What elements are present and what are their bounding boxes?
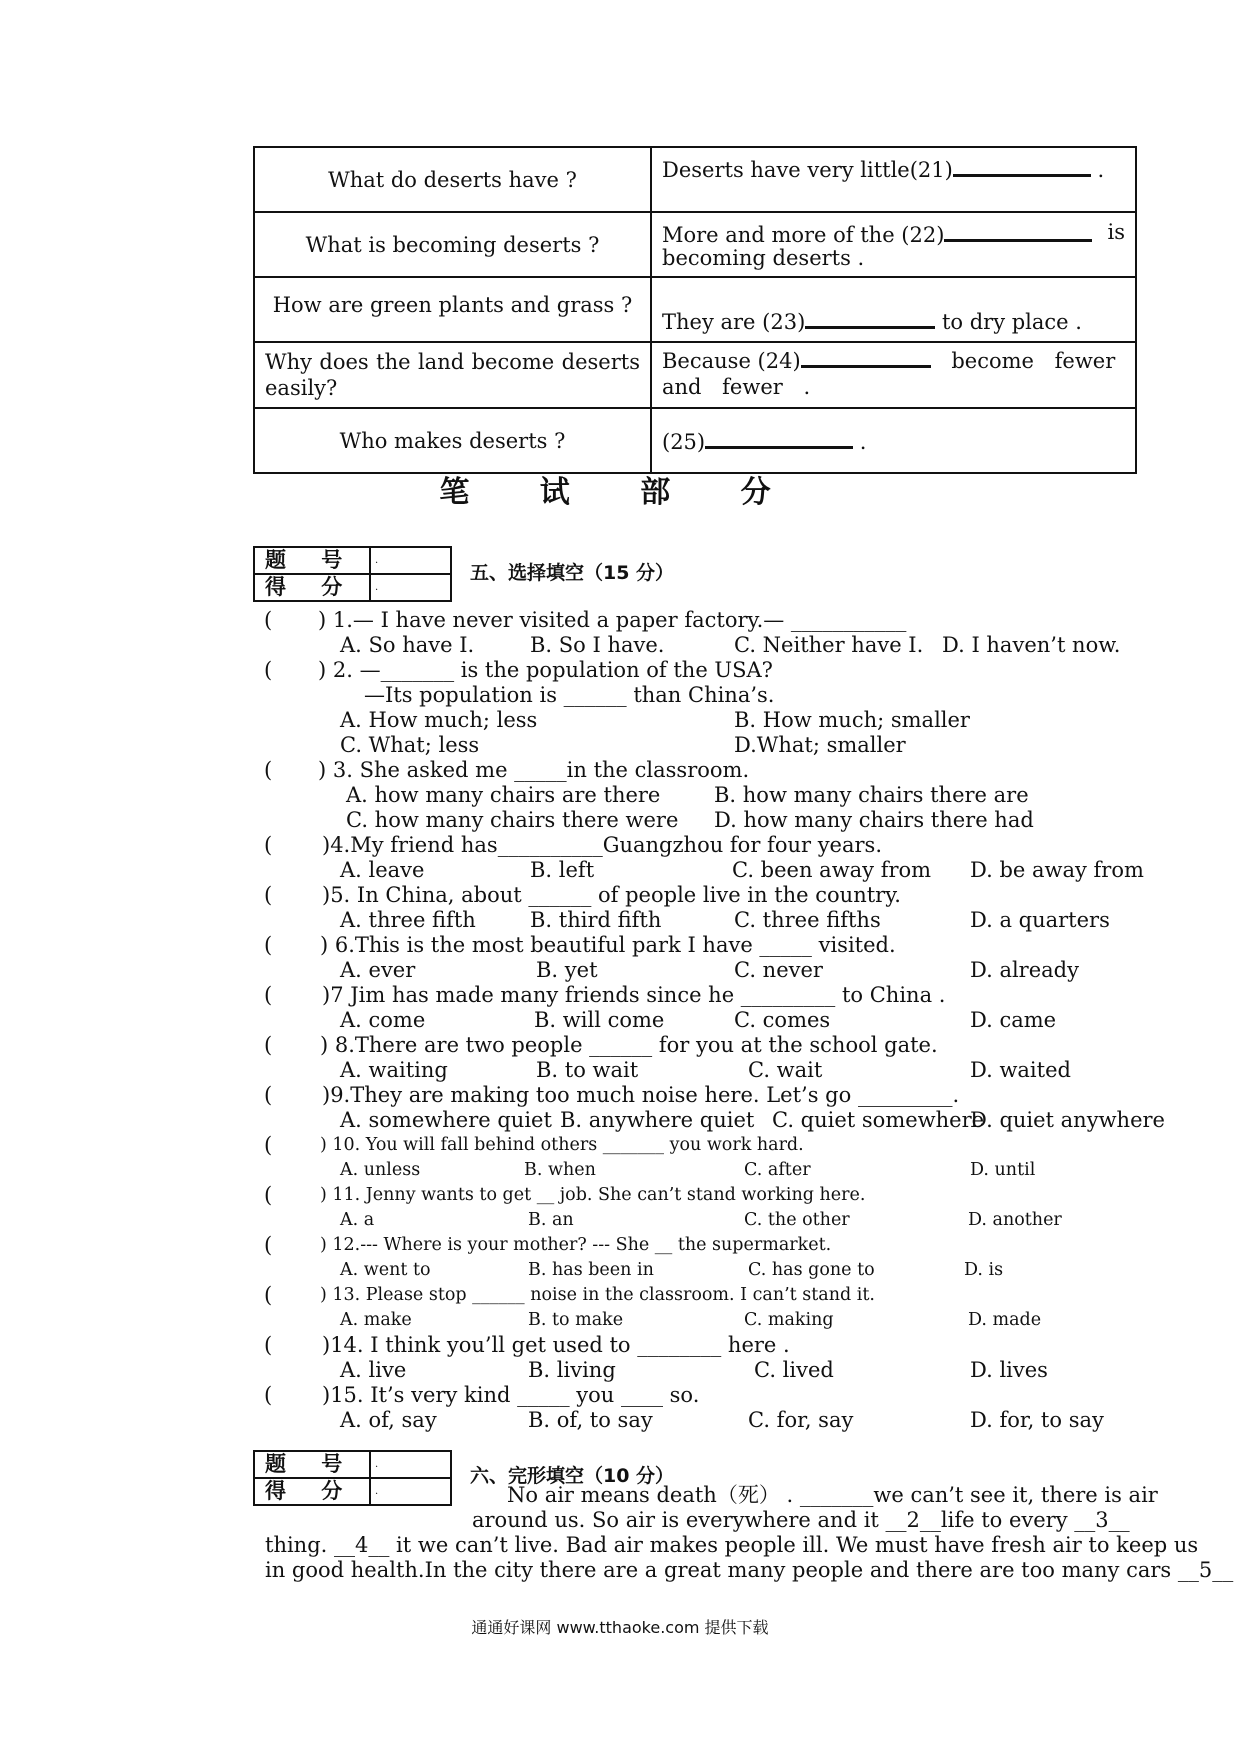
option-d[interactable]: D. a quarters bbox=[970, 908, 1110, 932]
option-c[interactable]: C. for, say bbox=[748, 1408, 854, 1432]
option-a[interactable]: A. of, say bbox=[340, 1408, 437, 1432]
answer-blank[interactable] bbox=[953, 154, 1091, 177]
question-line bbox=[258, 983, 1178, 1008]
question-line bbox=[258, 1383, 1178, 1408]
option-c[interactable]: C. lived bbox=[754, 1358, 834, 1382]
question-text: ) 1.— I have never visited a paper factory.— ___________ bbox=[318, 608, 907, 632]
question-text: ) 6.This is the most beautiful park I have _____ visited. bbox=[320, 933, 896, 957]
answer-paren[interactable]: ( bbox=[264, 1183, 273, 1207]
question-text: )9.They are making too much noise here. Let’s go _________. bbox=[322, 1083, 960, 1107]
option-a[interactable]: A. somewhere quiet bbox=[340, 1108, 552, 1132]
option-b[interactable]: B. when bbox=[524, 1160, 596, 1180]
question-line bbox=[258, 1333, 1178, 1358]
score-label: 得 分 bbox=[254, 574, 370, 601]
option-a[interactable]: A. How much; less bbox=[340, 708, 538, 732]
cloze-text: around us. So air is everywhere and it __2__life to every __3__ bbox=[472, 1508, 1130, 1532]
cloze-line bbox=[265, 1483, 1165, 1508]
option-a[interactable]: A. a bbox=[340, 1210, 375, 1230]
option-a[interactable]: A. unless bbox=[340, 1160, 421, 1180]
options-line bbox=[258, 1358, 1178, 1383]
option-b[interactable]: B. yet bbox=[536, 958, 598, 982]
table-question: How are green plants and grass ? bbox=[254, 277, 651, 342]
score-box bbox=[253, 546, 452, 602]
table-answer bbox=[651, 408, 1136, 473]
option-b[interactable]: B. anywhere quiet bbox=[560, 1108, 755, 1132]
cloze-text: thing. __4__ it we can’t live. Bad air makes people ill. We must have fresh air to keep us bbox=[265, 1533, 1199, 1557]
option-b[interactable]: B. has been in bbox=[528, 1260, 654, 1280]
question-text: )15. It’s very kind _____ you ____ so. bbox=[322, 1383, 700, 1407]
options-line bbox=[258, 1108, 1178, 1133]
options-line bbox=[258, 808, 1178, 833]
option-c[interactable]: C. has gone to bbox=[748, 1260, 875, 1280]
option-c[interactable]: C. wait bbox=[748, 1058, 823, 1082]
answer-paren[interactable]: ( bbox=[264, 1333, 273, 1357]
answer-paren[interactable]: ( bbox=[264, 1283, 273, 1307]
answer-text: Deserts have very little(21) bbox=[662, 158, 953, 182]
option-c[interactable]: C. been away from bbox=[732, 858, 932, 882]
option-c[interactable]: C. comes bbox=[734, 1008, 831, 1032]
question-line bbox=[258, 833, 1178, 858]
answer-paren[interactable]: ( bbox=[264, 983, 273, 1007]
option-d[interactable]: D. lives bbox=[970, 1358, 1048, 1382]
answer-text: More and more of the (22) bbox=[662, 222, 945, 247]
answer-paren[interactable]: ( bbox=[264, 608, 273, 632]
answer-paren[interactable]: ( bbox=[264, 758, 273, 782]
option-a[interactable]: A. live bbox=[340, 1358, 407, 1382]
option-d[interactable]: D. how many chairs there had bbox=[714, 808, 1034, 832]
option-d[interactable]: D. made bbox=[968, 1310, 1042, 1330]
question-number-label: 题 号 bbox=[254, 547, 370, 574]
options-line bbox=[258, 1308, 1178, 1333]
table-answer bbox=[651, 147, 1136, 212]
answer-paren[interactable]: ( bbox=[264, 883, 273, 907]
option-d[interactable]: D. quiet anywhere bbox=[970, 1108, 1165, 1132]
option-a[interactable]: A. come bbox=[340, 1008, 426, 1032]
table-question: Why does the land become deserts easily? bbox=[254, 342, 651, 408]
cloze-line bbox=[265, 1533, 1199, 1558]
cloze-passage bbox=[265, 1483, 1234, 1583]
options-line bbox=[258, 708, 1178, 733]
option-d[interactable]: D. came bbox=[970, 1008, 1057, 1032]
option-d[interactable]: D. already bbox=[970, 958, 1079, 982]
answer-blank[interactable] bbox=[705, 426, 853, 449]
answer-text-line2: becoming deserts . bbox=[662, 245, 865, 270]
score-cell[interactable]: . bbox=[370, 574, 451, 601]
answer-blank[interactable] bbox=[801, 345, 931, 368]
question-line bbox=[258, 1233, 1178, 1258]
option-a[interactable]: A. make bbox=[340, 1310, 412, 1330]
answer-paren[interactable]: ( bbox=[264, 1233, 273, 1257]
answer-paren[interactable]: ( bbox=[264, 658, 273, 682]
option-c[interactable]: C. three fifths bbox=[734, 908, 881, 932]
cloze-line bbox=[265, 1508, 1165, 1533]
answer-paren[interactable]: ( bbox=[264, 833, 273, 857]
options-line bbox=[258, 1258, 1178, 1283]
answer-paren[interactable]: ( bbox=[264, 1083, 273, 1107]
question-line bbox=[258, 1133, 1178, 1158]
score-label: 得 分 bbox=[254, 1478, 370, 1505]
options-line bbox=[258, 733, 1178, 758]
score-cell[interactable]: . bbox=[370, 1451, 451, 1478]
question-subline bbox=[258, 683, 1178, 708]
option-a[interactable]: A. So have I. bbox=[340, 633, 475, 657]
option-a[interactable]: A. how many chairs are there bbox=[346, 783, 661, 807]
answer-paren[interactable]: ( bbox=[264, 933, 273, 957]
options-line bbox=[258, 633, 1178, 658]
table-question: What is becoming deserts ? bbox=[254, 212, 651, 277]
options-line bbox=[258, 1158, 1178, 1183]
answer-blank[interactable] bbox=[944, 219, 1092, 242]
score-cell[interactable]: . bbox=[370, 1478, 451, 1505]
table-answer bbox=[651, 212, 1136, 277]
page-footer: 通通好课网 www.tthaoke.com 提供下载 bbox=[471, 1618, 769, 1637]
option-b[interactable]: B. So I have. bbox=[530, 633, 665, 657]
options-line bbox=[258, 1208, 1178, 1233]
options-line bbox=[258, 1408, 1178, 1433]
option-d[interactable]: D. until bbox=[970, 1160, 1036, 1180]
options-line bbox=[258, 1058, 1178, 1083]
question-text: ) 12.--- Where is your mother? --- She __ the supermarket. bbox=[320, 1235, 832, 1255]
option-c[interactable]: C. how many chairs there were bbox=[346, 808, 679, 832]
answer-tail: . bbox=[1090, 158, 1105, 182]
option-b[interactable]: B. third fifth bbox=[530, 908, 662, 932]
question-text: ) 2. —_______ is the population of the USA? bbox=[318, 658, 773, 682]
question-list bbox=[258, 608, 1178, 1433]
option-c[interactable]: C. What; less bbox=[340, 733, 480, 757]
question-line bbox=[258, 1083, 1178, 1108]
desert-table bbox=[253, 146, 1137, 474]
question-number-label: 题 号 bbox=[254, 1451, 370, 1478]
question-text: ) 10. You will fall behind others _______ you work hard. bbox=[320, 1135, 804, 1155]
question-line bbox=[258, 658, 1178, 683]
question-line bbox=[258, 758, 1178, 783]
question-text: ) 8.There are two people ______ for you at the school gate. bbox=[320, 1033, 938, 1057]
option-c[interactable]: C. never bbox=[734, 958, 823, 982]
written-section-title: 笔 试 部 分 bbox=[439, 475, 801, 510]
option-a[interactable]: A. three fifth bbox=[340, 908, 476, 932]
table-answer bbox=[651, 342, 1136, 408]
score-cell[interactable]: . bbox=[370, 547, 451, 574]
question-text: )7 Jim has made many friends since he _________ to China . bbox=[322, 983, 946, 1007]
options-line bbox=[258, 1008, 1178, 1033]
answer-text: Because (24) bbox=[662, 349, 801, 373]
option-d[interactable]: D. another bbox=[968, 1210, 1062, 1230]
option-c[interactable]: C. after bbox=[744, 1160, 811, 1180]
answer-text: (25) bbox=[662, 430, 706, 454]
answer-paren[interactable]: ( bbox=[264, 1033, 273, 1057]
table-question: Who makes deserts ? bbox=[254, 408, 651, 473]
answer-text: They are (23) bbox=[662, 310, 806, 334]
table-question: What do deserts have ? bbox=[254, 147, 651, 212]
option-d[interactable]: D. for, to say bbox=[970, 1408, 1104, 1432]
option-d[interactable]: D. waited bbox=[970, 1058, 1071, 1082]
cloze-text: in good health.In the city there are a great many people and there are too many cars __5__ bbox=[265, 1558, 1234, 1582]
option-d[interactable]: D. I haven’t now. bbox=[942, 633, 1121, 657]
question-text: ) 3. She asked me _____in the classroom. bbox=[318, 758, 750, 782]
question-text: )4.My friend has__________Guangzhou for four years. bbox=[322, 833, 882, 857]
option-b[interactable]: B. will come bbox=[534, 1008, 665, 1032]
question-text: )5. In China, about ______ of people live in the country. bbox=[322, 883, 901, 907]
answer-tail: become fewer and fewer . bbox=[662, 349, 1116, 399]
option-a[interactable]: A. went to bbox=[340, 1260, 431, 1280]
answer-tail: . bbox=[853, 430, 867, 454]
section6-title: 六、完形填空（10 分） bbox=[470, 1465, 675, 1487]
question-text: ) 11. Jenny wants to get __ job. She can’t stand working here. bbox=[320, 1185, 866, 1205]
options-line bbox=[258, 783, 1178, 808]
option-c[interactable]: C. Neither have I. bbox=[734, 633, 924, 657]
answer-blank[interactable] bbox=[805, 306, 935, 329]
options-line bbox=[258, 908, 1178, 933]
option-b[interactable]: B. of, to say bbox=[528, 1408, 653, 1432]
option-d[interactable]: D.What; smaller bbox=[734, 733, 906, 757]
answer-paren[interactable]: ( bbox=[264, 1133, 273, 1157]
question-line bbox=[258, 933, 1178, 958]
section5-title: 五、选择填空（15 分） bbox=[470, 562, 675, 584]
cloze-text: No air means death（死） . _______we can’t see it, there is air bbox=[507, 1483, 1158, 1507]
option-d[interactable]: D. is bbox=[964, 1260, 1004, 1280]
question-line bbox=[258, 883, 1178, 908]
options-line bbox=[258, 958, 1178, 983]
option-a[interactable]: A. waiting bbox=[340, 1058, 448, 1082]
option-a[interactable]: A. ever bbox=[340, 958, 416, 982]
question-subtext: —Its population is ______ than China’s. bbox=[364, 683, 775, 707]
option-b[interactable]: B. to wait bbox=[536, 1058, 639, 1082]
option-d[interactable]: D. be away from bbox=[970, 858, 1144, 882]
answer-tail: to dry place . bbox=[935, 310, 1082, 334]
option-a[interactable]: A. leave bbox=[340, 858, 425, 882]
option-b[interactable]: B. How much; smaller bbox=[734, 708, 970, 732]
question-text: )14. I think you’ll get used to ________ here . bbox=[322, 1333, 790, 1357]
question-line bbox=[258, 1183, 1178, 1208]
answer-tail: is bbox=[1107, 219, 1125, 244]
option-b[interactable]: B. living bbox=[528, 1358, 616, 1382]
option-b[interactable]: B. to make bbox=[528, 1310, 624, 1330]
table-answer bbox=[651, 277, 1136, 342]
option-b[interactable]: B. how many chairs there are bbox=[714, 783, 1029, 807]
question-line bbox=[258, 1033, 1178, 1058]
question-line bbox=[258, 1283, 1178, 1308]
options-line bbox=[258, 858, 1178, 883]
option-c[interactable]: C. making bbox=[744, 1310, 834, 1330]
question-line bbox=[258, 608, 1178, 633]
option-b[interactable]: B. left bbox=[530, 858, 595, 882]
option-b[interactable]: B. an bbox=[528, 1210, 574, 1230]
cloze-line bbox=[265, 1558, 1234, 1583]
answer-paren[interactable]: ( bbox=[264, 1383, 273, 1407]
option-c[interactable]: C. quiet somewhere bbox=[772, 1108, 985, 1132]
question-text: ) 13. Please stop ______ noise in the classroom. I can’t stand it. bbox=[320, 1285, 875, 1305]
option-c[interactable]: C. the other bbox=[744, 1210, 850, 1230]
